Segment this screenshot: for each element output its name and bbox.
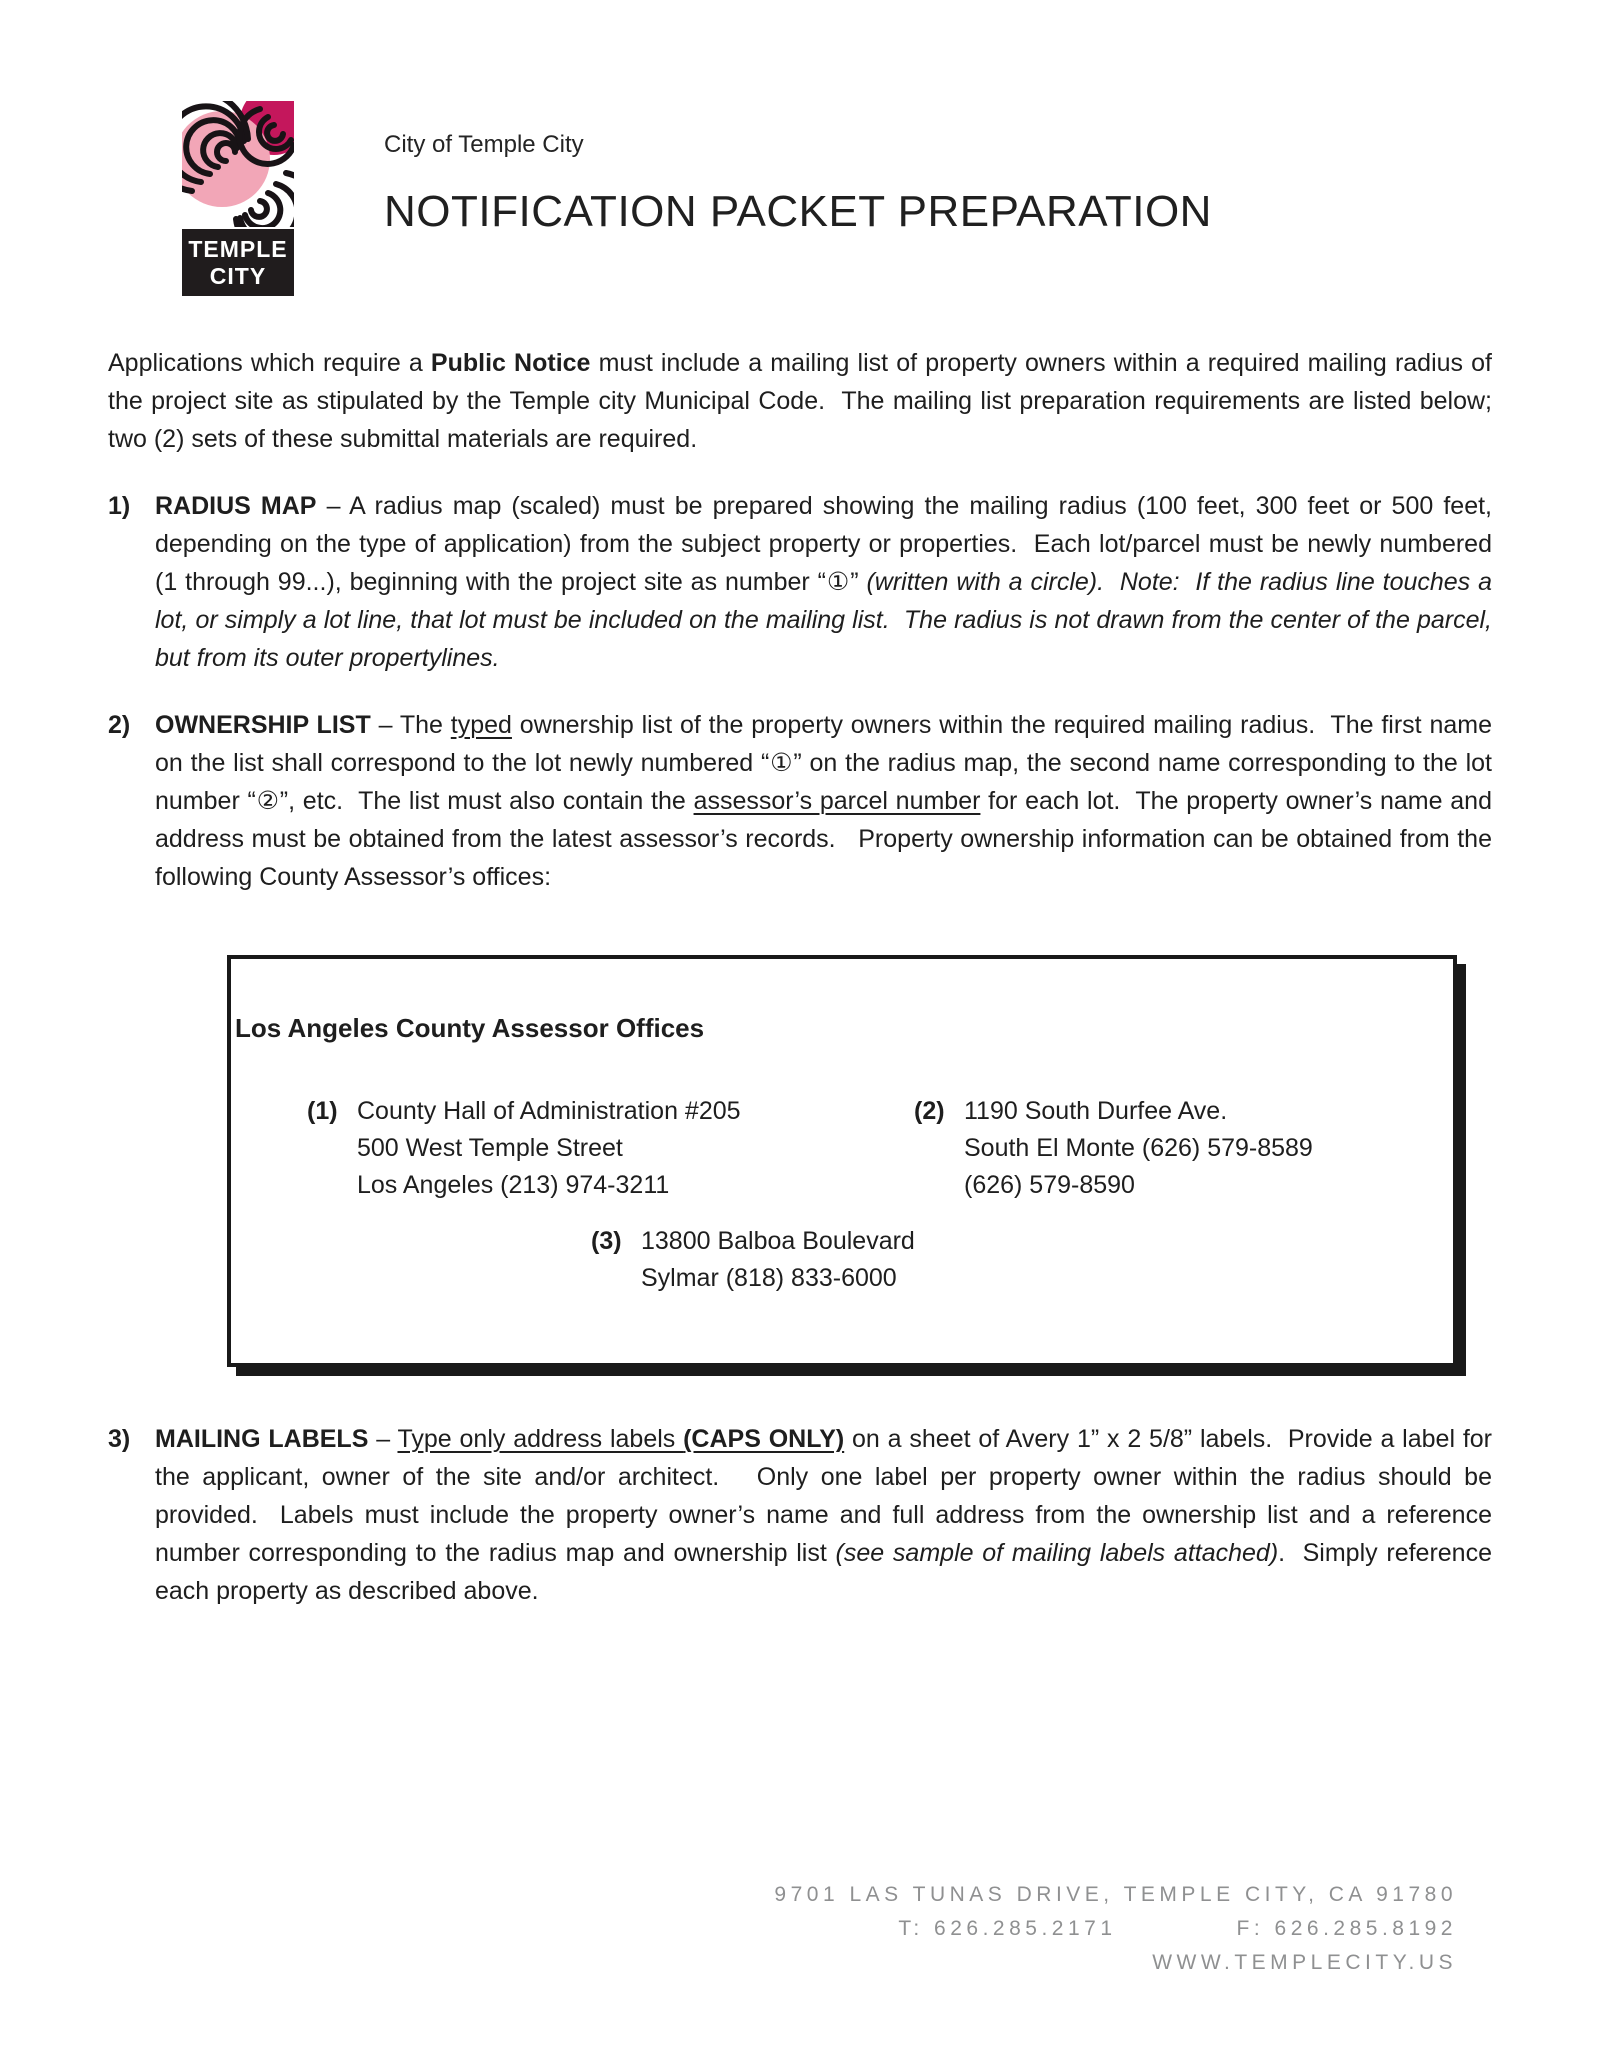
logo-wordmark <box>182 229 294 296</box>
logo-word-city: CITY <box>209 263 267 289</box>
assessor-office-2 <box>914 1093 1313 1204</box>
document-header <box>384 130 1484 236</box>
temple-city-logo <box>182 101 294 296</box>
section-mailing-labels <box>108 1420 1492 1610</box>
office-2-address <box>964 1093 1313 1204</box>
org-name: City of Temple City <box>384 131 584 158</box>
section-2-number: 2) <box>108 711 131 739</box>
section-radius-map <box>108 487 1492 677</box>
section-1-number: 1) <box>108 492 131 520</box>
office-3-line-1: 13800 Balboa Boulevard <box>641 1227 915 1255</box>
office-3-line-2: Sylmar (818) 833-6000 <box>641 1264 897 1292</box>
office-1-address <box>357 1093 741 1204</box>
office-1-line-2: 500 West Temple Street <box>357 1134 623 1162</box>
assessor-office-1 <box>307 1093 741 1204</box>
footer-phone: T: 626.285.2171 <box>898 1917 1117 1940</box>
assessor-office-3 <box>591 1223 915 1297</box>
office-3-address <box>641 1223 915 1297</box>
section-2-body: OWNERSHIP LIST – The typed ownership list of the property owners within the required mailing radius. The first name on the list shall correspond to the lot newly numbered “①” on the radius map, the second name corresponding to the lot number “②”, etc. The list must also contain the assessor’s parcel number for each lot. The property owner’s name and address must be obtained from the latest assessor’s records. Property ownership information can be obtained from the following County Assessor’s offices: <box>155 711 1492 891</box>
intro-paragraph: Applications which require a Public Notice must include a mailing list of property owners within a required mailing radius of the project site as stipulated by the Temple city Municipal Code. The mailing list preparation requirements are listed below; two (2) sets of these submittal materials are required. <box>108 349 1492 453</box>
logo-word-temple: TEMPLE <box>188 236 288 262</box>
rose-logo-icon <box>182 101 294 227</box>
office-1-number: (1) <box>307 1097 338 1125</box>
office-2-line-2: South El Monte (626) 579-8589 <box>964 1134 1313 1162</box>
section-ownership-list <box>108 706 1492 896</box>
office-2-line-3: (626) 579-8590 <box>964 1171 1135 1199</box>
page-title: NOTIFICATION PACKET PREPARATION <box>384 187 1212 236</box>
office-1-line-3: Los Angeles (213) 974-3211 <box>357 1171 670 1199</box>
office-3-number: (3) <box>591 1227 622 1255</box>
office-2-number: (2) <box>914 1097 945 1125</box>
footer-website: WWW.TEMPLECITY.US <box>1152 1951 1457 1974</box>
footer <box>774 1878 1457 1980</box>
footer-address: 9701 LAS TUNAS DRIVE, TEMPLE CITY, CA 91780 <box>774 1883 1457 1906</box>
assessor-box-title: Los Angeles County Assessor Offices <box>235 1013 705 1043</box>
footer-fax: F: 626.285.8192 <box>1236 1917 1457 1940</box>
section-3-body: MAILING LABELS – Type only address labels (CAPS ONLY) on a sheet of Avery 1” x 2 5/8” labels. Provide a label for the applicant, owner of the site and/or architect. Only one label per property owner within the radius should be provided. Labels must include the property owner’s name and full address from the ownership list and a reference number corresponding to the radius map and ownership list (see sample of mailing labels attached). Simply reference each property as described above. <box>155 1425 1492 1605</box>
assessor-offices-box <box>227 955 1457 1367</box>
office-2-line-1: 1190 South Durfee Ave. <box>964 1097 1228 1125</box>
footer-contact <box>774 1912 1457 1946</box>
section-1-body: RADIUS MAP – A radius map (scaled) must be prepared showing the mailing radius (100 feet, 300 feet or 500 feet, depending on the type of application) from the subject property or properties. Each lot/parcel must be newly numbered (1 through 99...), beginning with the project site as number “①” (written with a circle). Note: If the radius line touches a lot, or simply a lot line, that lot must be included on the mailing list. The radius is not drawn from the center of the parcel, but from its outer propertylines. <box>155 492 1492 672</box>
office-1-line-1: County Hall of Administration #205 <box>357 1097 741 1125</box>
section-3-number: 3) <box>108 1425 131 1453</box>
